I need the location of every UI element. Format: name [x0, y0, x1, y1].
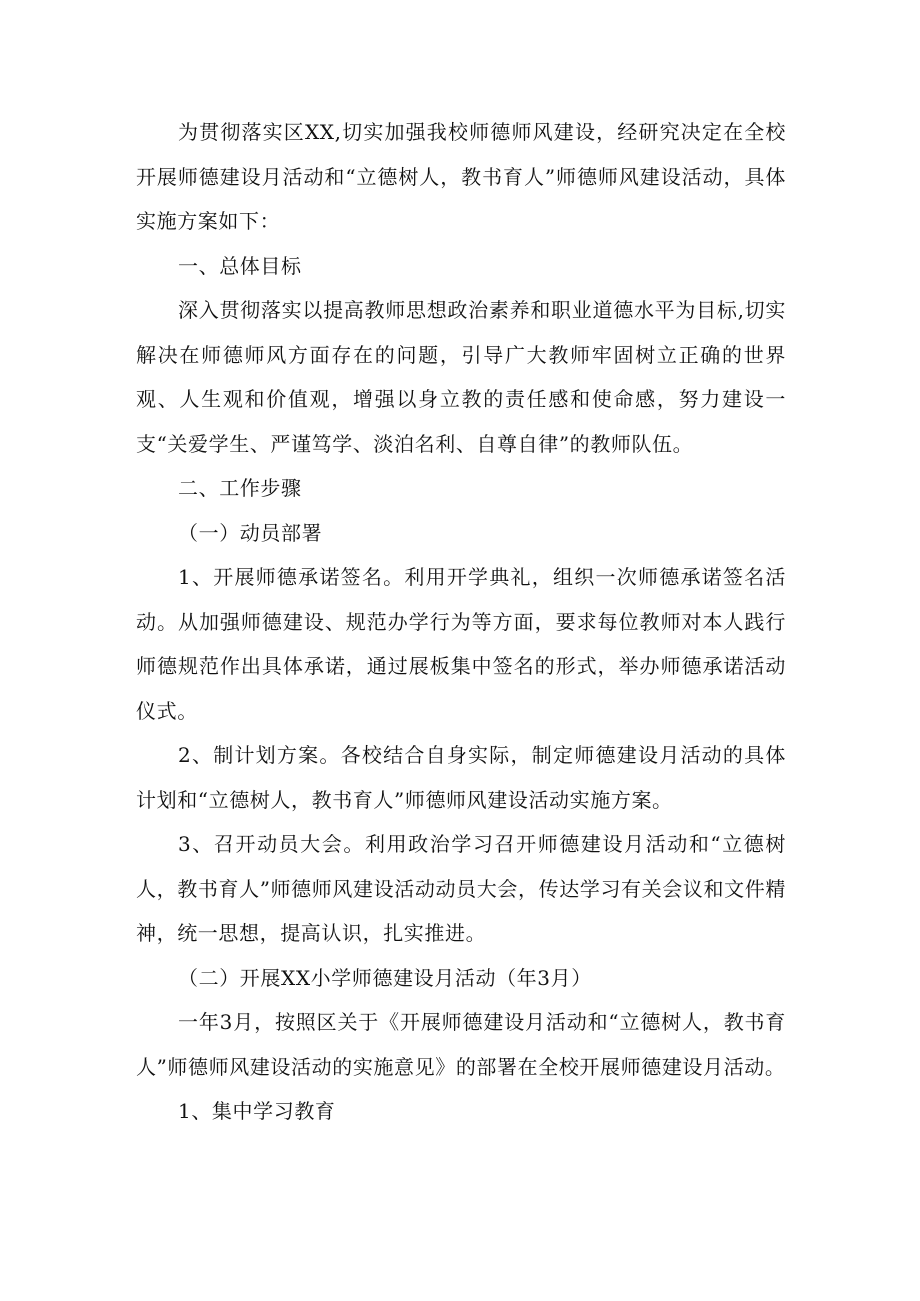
overall-goal-paragraph: 深入贯彻落实以提高教师思想政治素养和职业道德水平为目标,切实解决在师德师风方面存在的问题，引导广大教师牢固树立正确的世界观、人生观和价值观，增强以身立教的责任感和使命感，努力建设一支“关爱学生、严谨笃学、淡泊名利、自尊自律”的教师队伍。	[136, 298, 786, 456]
step-2-paragraph: 2、制计划方案。各校结合自身实际，制定师德建设月活动的具体计划和“立德树人，教书育人”师德师风建设活动实施方案。	[136, 743, 786, 812]
intro-paragraph: 为贯彻落实区XX,切实加强我校师德师风建设，经研究决定在全校开展师德建设月活动和“立德树人，教书育人”师德师风建设活动，具体实施方案如下：	[136, 120, 786, 233]
item-heading-study-education: 1、集中学习教育	[178, 1099, 336, 1123]
section-heading-overall-goal: 一、总体目标	[178, 253, 302, 278]
subsection-heading-mobilization: （一）动员部署	[178, 520, 323, 545]
subsection-heading-month-activity: （二）开展XX小学师德建设月活动（年3月）	[178, 965, 592, 990]
document-body	[136, 110, 786, 1134]
step-1-paragraph: 1、开展师德承诺签名。利用开学典礼，组织一次师德承诺签名活动。从加强师德建设、规范办学行为等方面，要求每位教师对本人践行师德规范作出具体承诺，通过展板集中签名的形式，举办师德承诺活动仪式。	[136, 565, 786, 723]
step-3-paragraph: 3、召开动员大会。利用政治学习召开师德建设月活动和“立德树人，教书育人”师德师风建设活动动员大会，传达学习有关会议和文件精神，统一思想，提高认识，扎实推进。	[136, 832, 786, 945]
month-activity-paragraph: 一年3月，按照区关于《开展师德建设月活动和“立德树人，教书育人”师德师风建设活动的实施意见》的部署在全校开展师德建设月活动。	[136, 1010, 786, 1079]
section-heading-work-steps: 二、工作步骤	[178, 476, 302, 500]
